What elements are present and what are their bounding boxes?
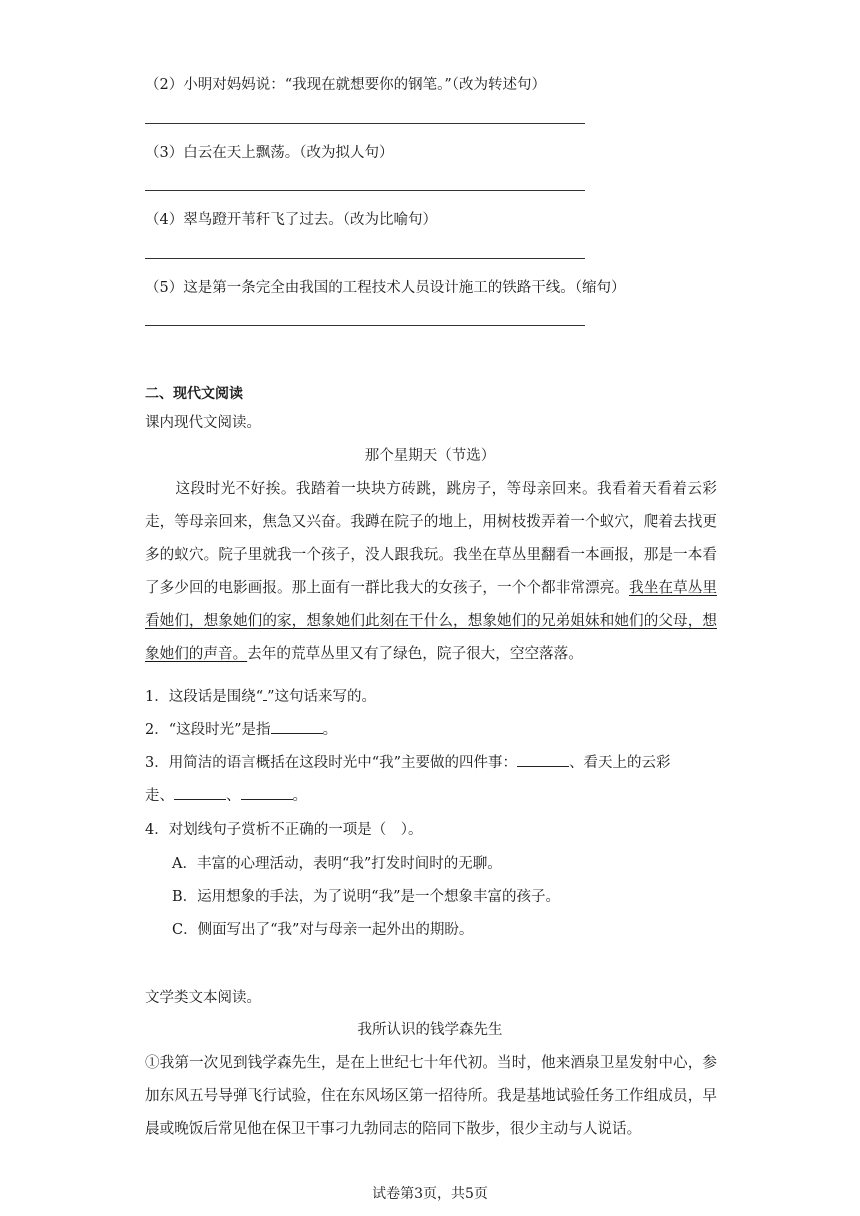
question-2: 2．“这段时光”是指 。 [145, 722, 338, 738]
option-b[interactable]: B．运用想象的手法，为了说明“我”是一个想象丰富的孩子。 [172, 889, 560, 905]
answer-line-3[interactable] [145, 190, 585, 191]
question-4: 4．对划线句子赏析不正确的一项是（ ）。 [145, 822, 423, 838]
section-intro: 课内现代文阅读。 [145, 415, 261, 431]
page-footer: 试卷第3页，共5页 [372, 1186, 488, 1202]
passage-tail: 去年的荒草丛里又有了绿色，院子很大，空空落落。 [247, 645, 583, 662]
section-title: 二、现代文阅读 [145, 386, 243, 402]
answer-line-5[interactable] [145, 325, 585, 326]
answer-line-4[interactable] [145, 258, 585, 259]
passage2-title: 我所认识的钱学森先生 [357, 1022, 503, 1038]
passage2-body [145, 1046, 717, 1145]
rewrite-question-5: （5）这是第一条完全由我国的工程技术人员设计施工的铁路干线。（缩句） [145, 280, 626, 296]
passage-text: 这段时光不好挨。我踏着一块块方砖跳，跳房子，等母亲回来。我看着天看着云彩走，等母亲回来，焦急又兴奋。我蹲在院子的地上，用树枝拨弄着一个蚁穴，爬着去找更多的蚁穴。院子里就我一个孩子，没人跟我玩。我坐在草丛里翻看一本画报，那是一本看了多少回的电影画报。那上面有一群比我大的女孩子，一个个都非常漂亮。 [145, 480, 717, 596]
rewrite-question-2: （2）小明对妈妈说：“我现在就想要你的钢笔。”（改为转述句） [145, 77, 547, 93]
blank-q3-2[interactable] [174, 787, 226, 800]
underlined-sentence: 我坐在草丛里看她们，想象她们的家，想象她们此刻在干什么，想象她们的兄弟姐妹和她们的父母，想象她们的声音。 [145, 579, 717, 662]
question-1: 1．这段话是围绕“ ”这句话来写的。 [145, 689, 377, 705]
blank-q2[interactable] [271, 721, 323, 734]
blank-q3-3[interactable] [241, 787, 293, 800]
blank-q3-1[interactable] [517, 754, 569, 767]
question-3-cont: 走、 、 。 [145, 788, 307, 804]
answer-line-2[interactable] [145, 123, 585, 124]
passage2-text: ①我第一次见到钱学森先生，是在上世纪七十年代初。当时，他来酒泉卫星发射中心，参加东风五号导弹飞行试验，住在东风场区第一招待所。我是基地试验任务工作组成员，早晨或晚饭后常见他在保卫干事刁九勃同志的陪同下散步，很少主动与人说话。 [145, 1054, 717, 1137]
rewrite-question-4: （4）翠鸟蹬开苇秆飞了过去。（改为比喻句） [145, 212, 437, 228]
option-c[interactable]: C．侧面写出了“我”对与母亲一起外出的期盼。 [172, 922, 474, 938]
passage-body [145, 472, 717, 670]
question-3: 3．用简洁的语言概括在这段时光中“我”主要做的四件事： 、看天上的云彩 [145, 755, 671, 771]
section3-intro: 文学类文本阅读。 [145, 990, 261, 1006]
passage-title: 那个星期天（节选） [364, 448, 496, 464]
option-a[interactable]: A．丰富的心理活动，表明“我”打发时间时的无聊。 [172, 856, 502, 872]
rewrite-question-3: （3）白云在天上飘荡。（改为拟人句） [145, 145, 394, 161]
